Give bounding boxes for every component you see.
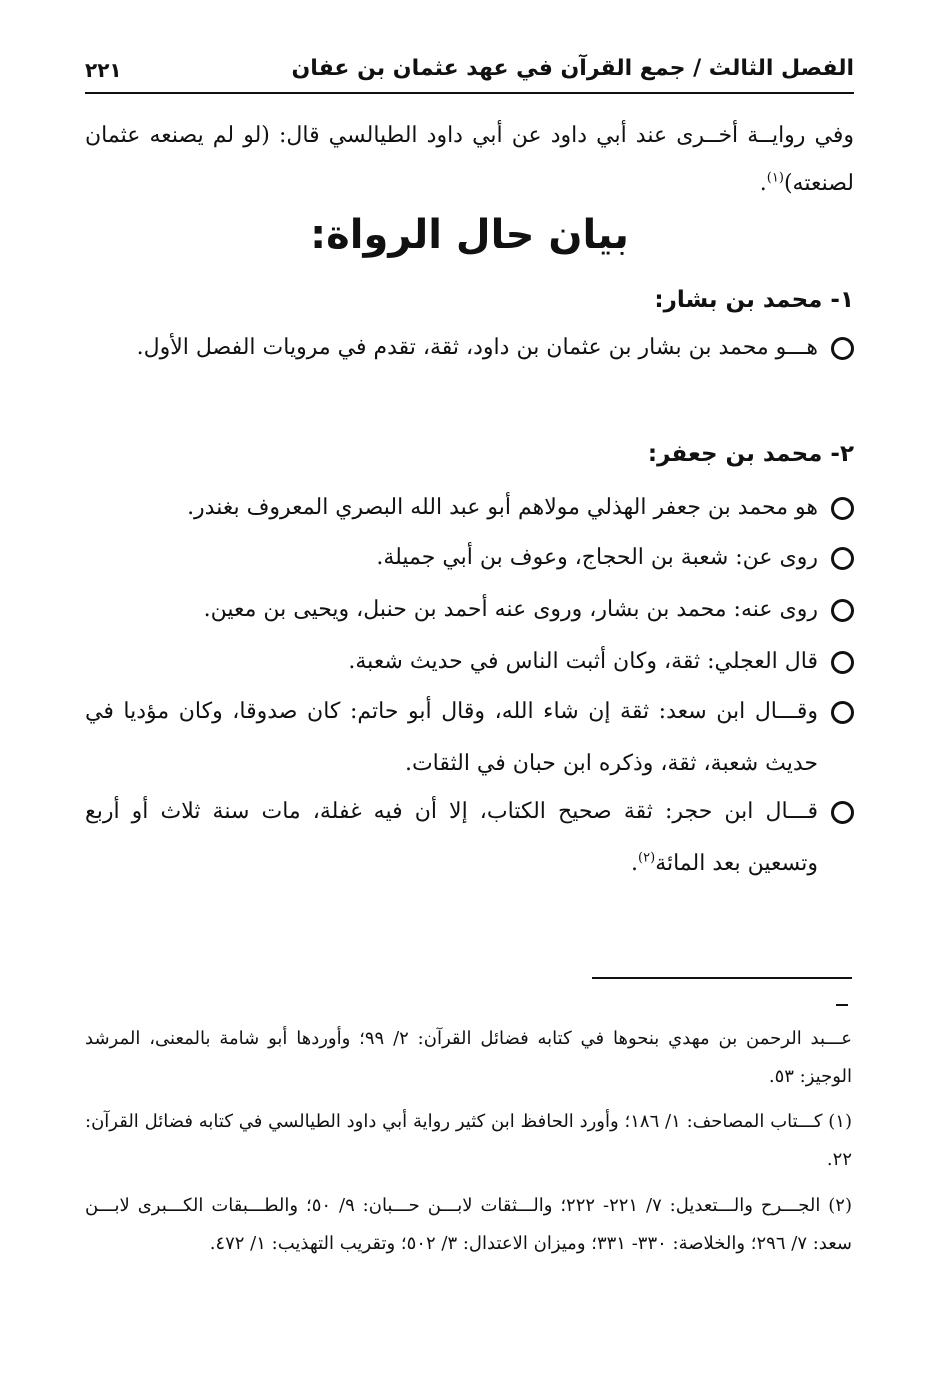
footnote-1: (١) كـــتاب المصاحف: ١/ ١٨٦؛ وأورد الحافظ ابن كثير رواية أبي داود الطيالسي في كتابه فضائل القرآن: ٢٢.: [85, 1111, 852, 1170]
list-item: [85, 584, 854, 636]
circle-bullet-icon: [831, 547, 854, 570]
footnote-divider: [592, 977, 852, 979]
list-item-end: .: [631, 851, 639, 876]
narrator-heading-2: ٢- محمد بن جعفر:: [647, 441, 854, 467]
list-item: [85, 636, 854, 688]
circle-bullet-icon: [831, 701, 854, 724]
running-title: الفصل الثالث / جمع القرآن في عهد عثمان بن عفان: [291, 56, 854, 81]
list-item-text: هو محمد بن جعفر الهذلي مولاهم أبو عبد الله البصري المعروف بغندر.: [187, 495, 818, 520]
running-header: [85, 52, 854, 94]
list-item-text: قال العجلي: ثقة، وكان أثبت الناس في حديث شعبة.: [348, 649, 818, 674]
circle-bullet-icon: [831, 599, 854, 622]
intro-paragraph: [85, 112, 854, 208]
footnote-ref-1: (١): [766, 170, 784, 186]
list-item-text: وقـــال ابن سعد: ثقة إن شاء الله، وقال أبو حاتم: كان صدوقا، وكان مؤديا في حديث شعبة، ثقة، وذكره ابن حبان في الثقات.: [85, 699, 818, 776]
footnote-continuation: عـــبد الرحمن بن مهدي بنحوها في كتابه فضائل القرآن: ٢/ ٩٩؛ وأوردها أبو شامة بالمعنى، المرشد الوجيز: ٥٣.: [85, 1028, 853, 1087]
section-heading: بيان حال الرواة:: [310, 212, 629, 258]
intro-text: وفي روايــة أخــرى عند أبي داود عن أبي داود الطيالسي قال: (لو لم يصنعه عثمان لصنعته): [85, 123, 854, 196]
list-item: [85, 686, 854, 790]
footnote-2: (٢) الجـــرح والـــتعديل: ٧/ ٢٢١- ٢٢٢؛ والـــثقات لابـــن حـــبان: ٩/ ٥٠؛ والطـــبقات الكـــبرى لابـــن سعد: ٧/ ٢٩٦؛ والخلاصة: ٣٣٠- ٣٣١؛ وميزان الاعتدال: ٣/ ٥٠٢؛ وتقريب التهذيب: ١/ ٤٧٢.: [85, 1195, 852, 1254]
page-number: ٢٢١: [85, 58, 122, 82]
intro-end: .: [759, 171, 767, 196]
footnote-ref-2: (٢): [638, 850, 656, 866]
circle-bullet-icon: [831, 337, 854, 360]
margin-dash: [836, 1004, 848, 1006]
circle-bullet-icon: [831, 497, 854, 520]
list-item: [85, 786, 854, 890]
circle-bullet-icon: [831, 651, 854, 674]
list-item-text: روى عن: شعبة بن الحجاج، وعوف بن أبي جميلة.: [376, 545, 818, 570]
list-item-text: هـــو محمد بن بشار بن عثمان بن داود، ثقة، تقدم في مرويات الفصل الأول.: [136, 335, 818, 360]
list-item-text: قـــال ابن حجر: ثقة صحيح الكتاب، إلا أن فيه غفلة، مات سنة ثلاث أو أربع وتسعين بعد المائة: [85, 799, 818, 876]
list-item: [85, 482, 854, 534]
list-item-text: روى عنه: محمد بن بشار، وروى عنه أحمد بن حنبل، ويحيى بن معين.: [203, 597, 818, 622]
list-item: [85, 532, 854, 584]
list-item: [85, 322, 854, 374]
narrator-heading-1: ١- محمد بن بشار:: [654, 287, 854, 313]
circle-bullet-icon: [831, 801, 854, 824]
